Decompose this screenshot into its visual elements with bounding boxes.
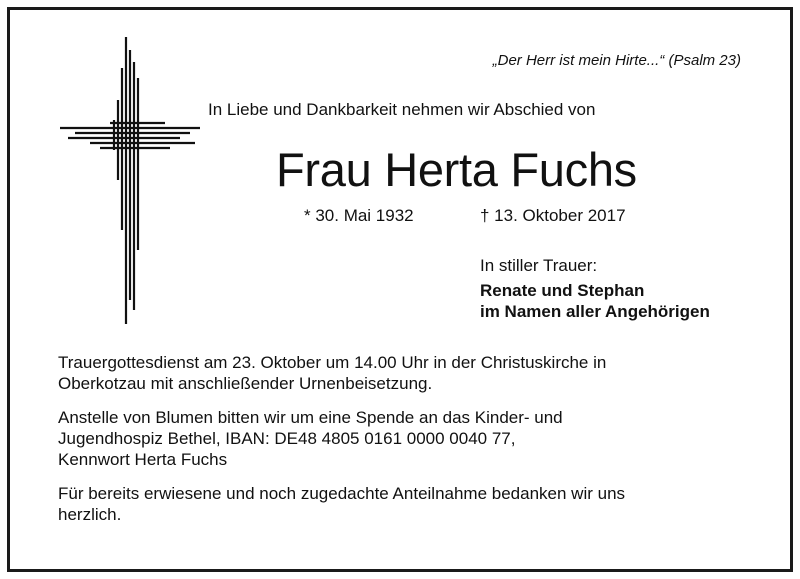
mourner-line: Renate und Stephan [480,281,645,300]
service-paragraph [58,352,758,394]
paragraph-line: Anstelle von Blumen bitten wir um eine Spende an das Kinder- und [58,408,563,427]
paragraph-line: Trauergottesdienst am 23. Oktober um 14.00 Uhr in der Christuskirche in [58,353,607,372]
psalm-quote: „Der Herr ist mein Hirte...“ (Psalm 23) [492,52,741,69]
death-date: † 13. Oktober 2017 [480,206,626,225]
paragraph-line: Jugendhospiz Bethel, IBAN: DE48 4805 0161 0000 0040 77, [58,429,516,448]
paragraph-line: Oberkotzau mit anschließender Urnenbeisetzung. [58,374,433,393]
intro-text: In Liebe und Dankbarkeit nehmen wir Abschied von [208,100,596,119]
paragraph-line: Kennwort Herta Fuchs [58,450,228,469]
thanks-paragraph [58,483,758,525]
donation-paragraph [58,407,758,470]
paragraph-line: Für bereits erwiesene und noch zugedachte Anteilnahme bedanken wir uns [58,484,626,503]
birth-date: * 30. Mai 1932 [304,206,414,225]
paragraph-line: herzlich. [58,505,122,524]
mourning-label: In stiller Trauer: [480,256,598,275]
mourners-block [480,280,710,322]
mourner-line: im Namen aller Angehörigen [480,302,710,321]
deceased-name: Frau Herta Fuchs [276,143,637,196]
